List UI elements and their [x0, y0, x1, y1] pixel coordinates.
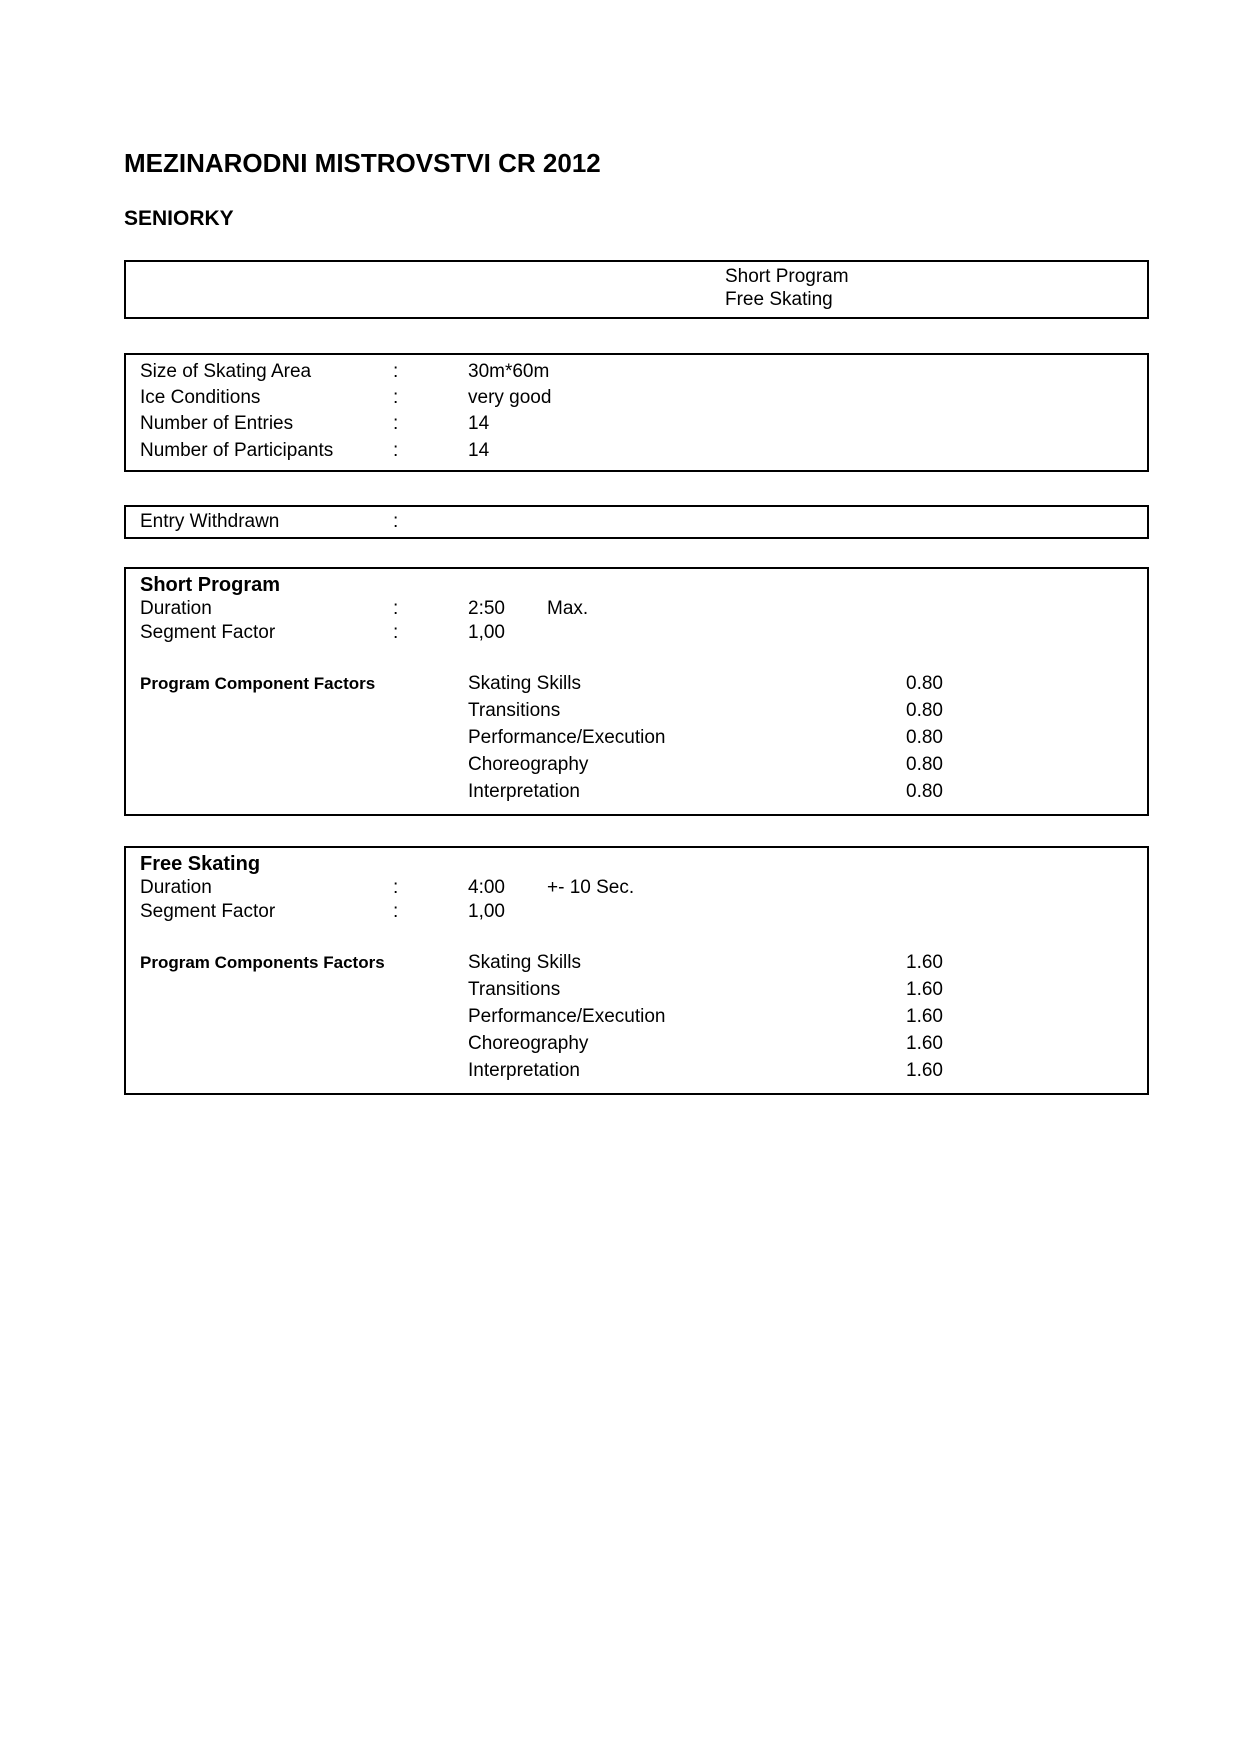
- component-name: Skating Skills: [468, 952, 581, 973]
- components-label: Program Components Factors: [140, 953, 385, 972]
- component-name: Choreography: [468, 754, 589, 775]
- component-factor: 0.80: [906, 727, 943, 748]
- component-name: Choreography: [468, 1033, 589, 1054]
- component-factor: 1.60: [906, 1006, 943, 1027]
- info-box: [124, 353, 1149, 472]
- component-factor: 1.60: [906, 952, 943, 973]
- info-label: Size of Skating Area: [140, 361, 312, 382]
- info-separator: :: [393, 361, 399, 382]
- component-factor: 0.80: [906, 700, 943, 721]
- short-program-box: [124, 567, 1149, 816]
- component-factor: 0.80: [906, 781, 943, 802]
- category-title: SENIORKY: [124, 207, 234, 230]
- segment-factor-separator: :: [393, 622, 399, 643]
- duration-value: 2:50: [468, 598, 505, 619]
- duration-label: Duration: [140, 877, 212, 898]
- component-factor: 1.60: [906, 1060, 943, 1081]
- duration-separator: :: [393, 877, 399, 898]
- info-label: Number of Participants: [140, 440, 334, 461]
- info-value: 30m*60m: [468, 361, 550, 382]
- component-name: Transitions: [468, 979, 561, 1000]
- segment-title: Short Program: [140, 574, 281, 596]
- segment-factor-label: Segment Factor: [140, 901, 276, 922]
- component-name: Performance/Execution: [468, 1006, 666, 1027]
- info-separator: :: [393, 440, 399, 461]
- info-value: very good: [468, 387, 552, 408]
- duration-separator: :: [393, 598, 399, 619]
- info-value: 14: [468, 440, 490, 461]
- withdrawn-label: Entry Withdrawn: [140, 511, 280, 532]
- segment-factor-label: Segment Factor: [140, 622, 276, 643]
- info-label: Ice Conditions: [140, 387, 261, 408]
- info-label: Number of Entries: [140, 413, 294, 434]
- segment-factor-value: 1,00: [468, 901, 505, 922]
- component-factor: 1.60: [906, 1033, 943, 1054]
- info-value: 14: [468, 413, 490, 434]
- component-factor: 1.60: [906, 979, 943, 1000]
- component-factor: 0.80: [906, 673, 943, 694]
- info-separator: :: [393, 387, 399, 408]
- component-name: Transitions: [468, 700, 561, 721]
- component-factor: 0.80: [906, 754, 943, 775]
- duration-value: 4:00: [468, 877, 505, 898]
- schedule-segment-short: Short Program: [725, 266, 849, 287]
- components-label: Program Component Factors: [140, 674, 376, 693]
- schedule-box: [124, 260, 1149, 319]
- segment-factor-separator: :: [393, 901, 399, 922]
- free-skating-box: [124, 846, 1149, 1095]
- duration-note: +- 10 Sec.: [547, 877, 635, 898]
- component-name: Skating Skills: [468, 673, 581, 694]
- withdrawn-separator: :: [393, 511, 399, 532]
- duration-note: Max.: [547, 598, 589, 619]
- withdrawn-box: [124, 505, 1149, 539]
- info-separator: :: [393, 413, 399, 434]
- component-name: Performance/Execution: [468, 727, 666, 748]
- page-title: MEZINARODNI MISTROVSTVI CR 2012: [124, 148, 601, 178]
- schedule-segment-free: Free Skating: [725, 289, 833, 310]
- segment-factor-value: 1,00: [468, 622, 505, 643]
- duration-label: Duration: [140, 598, 212, 619]
- component-name: Interpretation: [468, 781, 580, 802]
- component-name: Interpretation: [468, 1060, 580, 1081]
- segment-title: Free Skating: [140, 853, 261, 875]
